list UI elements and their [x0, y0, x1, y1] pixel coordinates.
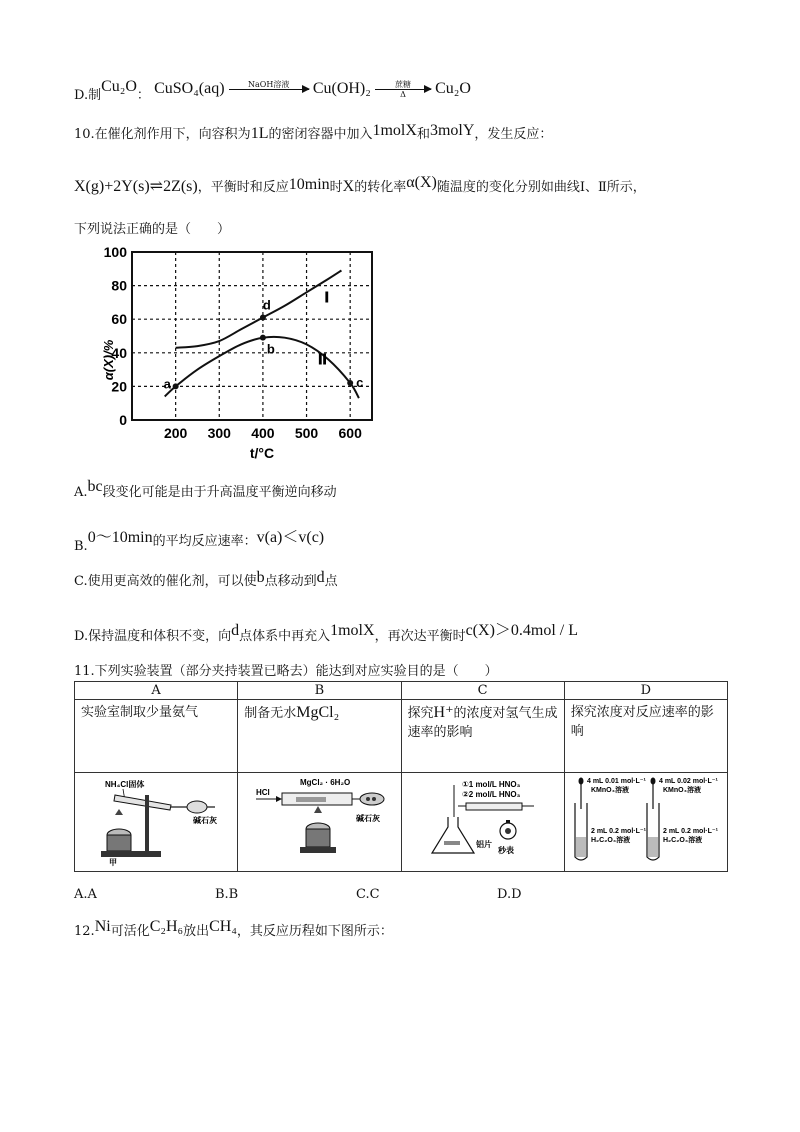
point-c — [347, 380, 353, 386]
q11-option-a[interactable]: A.A — [74, 887, 97, 902]
syringe-icon — [458, 803, 534, 810]
x-tick-label: 400 — [251, 425, 275, 441]
q10-stem-text: 时 — [329, 180, 343, 195]
q10-option-b-expr: v(a)＜v(c) — [256, 529, 325, 546]
chart-y-axis-label: α(X)/% — [101, 339, 116, 381]
q10-option-b-prefix: B. — [74, 539, 88, 554]
q12-ethane: C₂H₆ — [149, 918, 184, 935]
q10-stem-text: 的密闭容器中加入 — [268, 127, 373, 142]
q10-option-d — [74, 617, 578, 644]
apparatus-b — [238, 773, 401, 872]
aim-b-text: 制备无水 — [244, 706, 297, 721]
q12-ni: Ni — [94, 918, 111, 935]
q10-option-d-text: 点体系中再充入 — [239, 629, 331, 644]
apparatus-c-figure — [402, 773, 578, 867]
q10-stem-text: 10.在催化剂作用下，向容积为 — [74, 127, 251, 142]
label-stopwatch: 秒表 — [497, 846, 514, 855]
y-tick-label: 40 — [111, 344, 127, 361]
q10-stem-line3 — [74, 218, 230, 237]
q12-text: 可活化 — [110, 924, 150, 939]
label-apparatus-name: 甲 — [109, 858, 117, 867]
q10-equation: X(g)+2Y(s)⇌2Z(s) — [74, 178, 198, 195]
apparatus-a — [75, 773, 238, 872]
q10-stem-text: 随温度的变化分别如曲线Ⅰ、Ⅱ所示， — [436, 180, 646, 195]
column-header-d: D — [564, 682, 727, 700]
q10-stem-line2 — [74, 174, 646, 196]
q10-conversion-chart — [100, 240, 380, 468]
point-a — [173, 383, 179, 389]
column-header-c: C — [401, 682, 564, 700]
label-acid-2: ②2 mol/L HNO₃ — [461, 790, 520, 799]
q11-experiment-table — [74, 681, 728, 872]
q10-option-c-text: C.使用更高效的催化剂，可以使 — [74, 574, 257, 589]
q11-option-b[interactable]: B.B — [215, 887, 239, 902]
chart-tick-labels — [104, 244, 362, 441]
q9d-arrow2-bottom: Δ — [400, 90, 406, 99]
q10-stem-text: ，平衡时和反应 — [197, 180, 289, 195]
aim-c — [401, 700, 564, 773]
x-tick-label: 300 — [207, 425, 231, 441]
q10-stem-text: 的转化率 — [354, 180, 407, 195]
tube-furnace-icon — [282, 793, 384, 805]
q10-amount-x: 1molX — [372, 122, 417, 139]
q10-option-c-d: d — [316, 569, 325, 586]
y-tick-label: 0 — [119, 412, 127, 428]
y-tick-label: 20 — [111, 378, 127, 395]
q11-stem-text: 11.下列实验装置（部分夹持装置已略去）能达到对应实验目的是（ ） — [74, 664, 498, 679]
point-d — [260, 315, 266, 321]
chart-points — [164, 298, 364, 392]
aim-a: 实验室制取少量氨气 — [75, 700, 238, 773]
q10-option-a-symbol: bc — [87, 478, 103, 495]
label-hcl: HCl — [256, 788, 271, 797]
q11-option-d[interactable]: D.D — [497, 887, 522, 902]
table-header-row — [75, 682, 728, 700]
label-aluminum: 铝片 — [475, 840, 492, 849]
apparatus-d — [564, 773, 727, 872]
q10-option-d-amount: 1molX — [330, 622, 375, 639]
point-label-b: b — [266, 341, 275, 357]
label-kmno4-left-conc: 4 mL 0.01 mol·L⁻¹ — [586, 778, 646, 785]
q10-option-a-text: 段变化可能是由于升高温度平衡逆向移动 — [102, 485, 337, 500]
q9-option-d — [74, 78, 471, 104]
point-label-a: a — [163, 376, 171, 392]
x-tick-label: 600 — [338, 425, 362, 441]
series-label-1: Ⅰ — [324, 289, 330, 307]
label-acid-1: ①1 mol/L HNO₃ — [461, 780, 520, 789]
aim-c-text: 的浓度对氢气生成速率的影响 — [407, 706, 558, 740]
series-line-1 — [176, 270, 342, 347]
point-label-d: d — [262, 297, 271, 313]
point-label-c: c — [356, 375, 364, 391]
label-kmno4-right: KMnO₄溶液 — [662, 787, 701, 794]
chart-axes — [132, 252, 372, 420]
y-tick-label: 80 — [111, 277, 127, 294]
label-oxalic-right: H₂C₂O₄溶液 — [662, 837, 702, 844]
q10-option-c-b: b — [256, 569, 265, 586]
q12-text: ，其反应历程如下图所示： — [236, 924, 393, 939]
q9d-label: D.制 — [74, 88, 102, 103]
label-oxalic-left-conc: 2 mL 0.2 mol·L⁻¹ — [590, 828, 646, 835]
q9d-start: CuSO₄(aq) — [154, 80, 225, 97]
q10-option-b-text: 的平均反应速率： — [152, 534, 257, 549]
q9d-arrow1-top: NaOH溶液 — [248, 80, 290, 89]
chart-frame — [132, 252, 372, 420]
q10-option-a-prefix: A. — [74, 485, 88, 500]
column-header-a: A — [75, 682, 238, 700]
apparatus-a-figure — [75, 773, 251, 867]
q10-amount-y: 3molY — [429, 122, 475, 139]
chart-x-axis-label: t/°C — [249, 445, 275, 461]
table-row-aims — [75, 700, 728, 773]
label-kmno4-left: KMnO₄溶液 — [590, 787, 629, 794]
aim-c-text: 探究 — [407, 706, 434, 721]
alcohol-lamp-icon — [300, 806, 336, 853]
label-soda-lime-a: 碱石灰 — [193, 816, 217, 825]
stopwatch-icon — [500, 820, 516, 839]
q11-stem — [74, 660, 498, 679]
q12-number: 12. — [74, 924, 95, 939]
q9d-colon: ： — [136, 88, 150, 103]
q12-stem — [74, 918, 393, 939]
aim-b — [238, 700, 401, 773]
series-label-2: Ⅱ — [317, 351, 328, 369]
q10-stem-text: 下列说法正确的是（ ） — [74, 222, 231, 237]
q10-option-d-text: ，再次达平衡时 — [374, 629, 466, 644]
aim-c-ion: H⁺ — [433, 704, 454, 721]
table-row-apparatus — [75, 773, 728, 872]
q9d-arrow2-top: 蔗糖 — [394, 80, 411, 89]
aim-b-formula: MgCl₂ — [296, 704, 340, 721]
q10-option-d-expr: c(X)＞0.4mol / L — [465, 622, 579, 639]
y-tick-label: 100 — [103, 244, 127, 260]
chart-grid — [132, 252, 372, 420]
chart-series — [165, 270, 359, 398]
apparatus-b-figure — [238, 773, 414, 867]
q9d-arrow-2 — [375, 80, 431, 99]
q9d-mid: Cu(OH)₂ — [312, 80, 371, 97]
q10-x-symbol: X — [342, 178, 355, 195]
alcohol-lamp-icon — [101, 809, 137, 857]
q9d-end: Cu₂O — [435, 80, 471, 97]
q10-option-c — [74, 569, 338, 589]
label-kmno4-right-conc: 4 mL 0.02 mol·L⁻¹ — [658, 778, 718, 785]
apparatus-d-figure — [565, 773, 741, 867]
label-mgcl2-hydrate: MgCl₂ · 6H₂O — [300, 778, 351, 787]
q11-option-c[interactable]: C.C — [356, 887, 380, 902]
x-tick-label: 200 — [163, 425, 188, 441]
q10-option-b-symbol: 0～10min — [87, 529, 153, 546]
point-b — [260, 335, 266, 341]
q10-option-a — [74, 478, 337, 500]
q9d-arrow-1 — [229, 80, 309, 99]
x-tick-label: 500 — [294, 425, 319, 441]
q12-methane: CH₄ — [209, 918, 237, 935]
apparatus-c — [401, 773, 564, 872]
q9d-target: Cu₂O — [101, 78, 137, 95]
label-soda-lime-b: 碱石灰 — [356, 814, 381, 823]
label-oxalic-right-conc: 2 mL 0.2 mol·L⁻¹ — [662, 828, 718, 835]
q10-volume: 1L — [250, 125, 269, 142]
q10-option-b — [74, 524, 324, 554]
q10-alpha: α(X) — [406, 174, 437, 191]
label-nh4cl: NH₄Cl固体 — [105, 780, 145, 789]
q10-stem-text: ，发生反应： — [474, 127, 553, 142]
q10-option-c-text: 点 — [324, 574, 338, 589]
label-oxalic-left: H₂C₂O₄溶液 — [590, 837, 630, 844]
column-header-b: B — [238, 682, 401, 700]
q10-stem-line1 — [74, 122, 552, 143]
q12-text: 放出 — [183, 924, 210, 939]
q10-option-d-d: d — [231, 622, 240, 639]
y-tick-label: 60 — [111, 311, 127, 328]
aim-d: 探究浓度对反应速率的影响 — [564, 700, 727, 773]
q10-option-d-text: D.保持温度和体积不变，向 — [74, 629, 232, 644]
q10-stem-text: 和 — [416, 127, 430, 142]
q10-time: 10min — [288, 176, 330, 193]
test-tube-icon — [114, 795, 215, 813]
q10-option-c-text: 点移动到 — [264, 574, 317, 589]
